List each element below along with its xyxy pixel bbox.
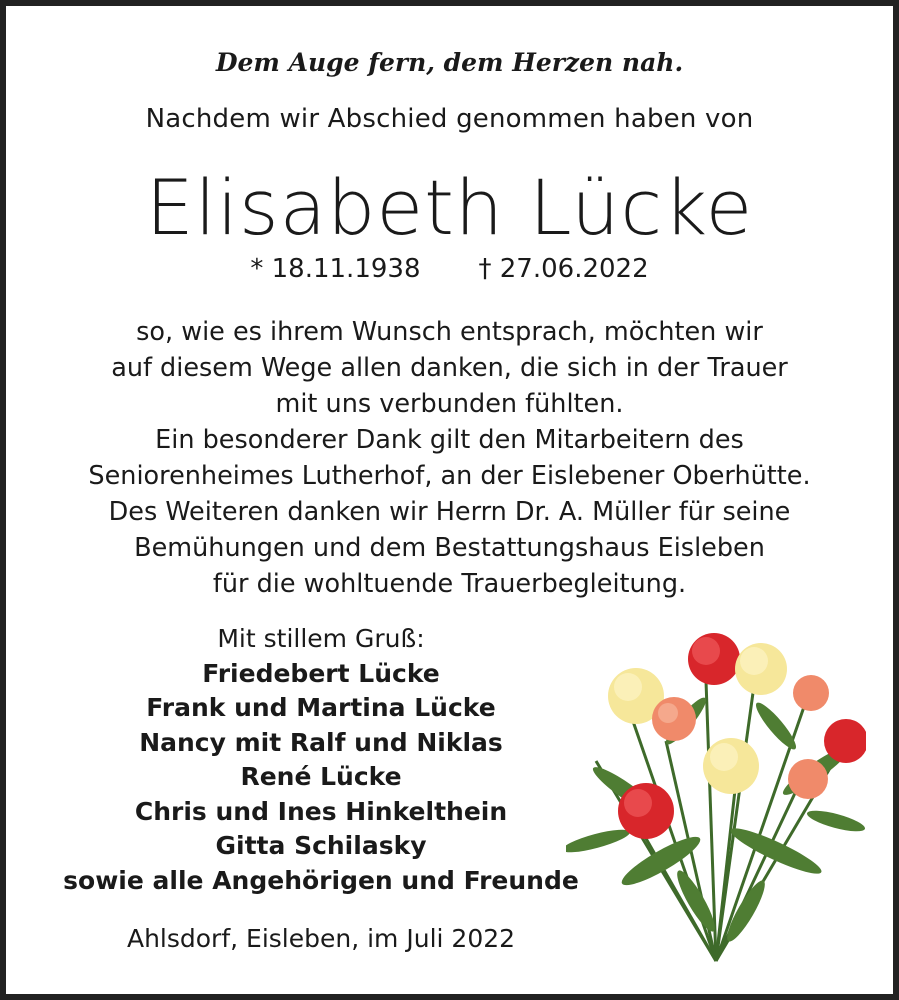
body-line: Bemühungen und dem Bestattungshaus Eisleben <box>134 533 765 563</box>
signer: René Lücke <box>240 762 402 791</box>
body-line: so, wie es ihrem Wunsch entsprach, möchten wir <box>136 317 763 347</box>
carnation-bouquet-icon <box>566 631 866 981</box>
signer: Friedebert Lücke <box>202 658 440 688</box>
motto: Dem Auge fern, dem Herzen nah. <box>215 48 684 77</box>
body-line: mit uns verbunden fühlten. <box>275 389 624 419</box>
signer: Frank und Martina Lücke <box>146 693 496 722</box>
deceased-name: Elisabeth Lücke <box>145 163 754 252</box>
body-line: auf diesem Wege allen danken, die sich in der Trauer <box>111 353 788 383</box>
death-date: † 27.06.2022 <box>478 254 649 284</box>
birth-date: * 18.11.1938 <box>250 254 421 284</box>
signer: Gitta Schilasky <box>215 831 427 860</box>
intro-line: Nachdem wir Abschied genommen haben von <box>145 104 754 134</box>
life-dates <box>6 254 893 284</box>
body-line: für die wohltuende Trauerbegleitung. <box>212 569 687 599</box>
signer: Nancy mit Ralf und Niklas <box>139 727 503 757</box>
place-and-date: Ahlsdorf, Eisleben, im Juli 2022 <box>126 924 516 953</box>
salutation: Mit stillem Gruß: <box>217 624 425 653</box>
body-line: Des Weiteren danken wir Herrn Dr. A. Müller für seine <box>108 497 791 527</box>
thank-you-text <box>6 314 893 602</box>
signer: Chris und Ines Hinkelthein <box>134 796 508 826</box>
body-line: Ein besonderer Dank gilt den Mitarbeitern des <box>155 425 744 455</box>
signature-block <box>6 622 636 898</box>
signer: sowie alle Angehörigen und Freunde <box>63 865 579 895</box>
body-line: Seniorenheimes Lutherhof, an der Eislebener Oberhütte. <box>88 461 811 491</box>
